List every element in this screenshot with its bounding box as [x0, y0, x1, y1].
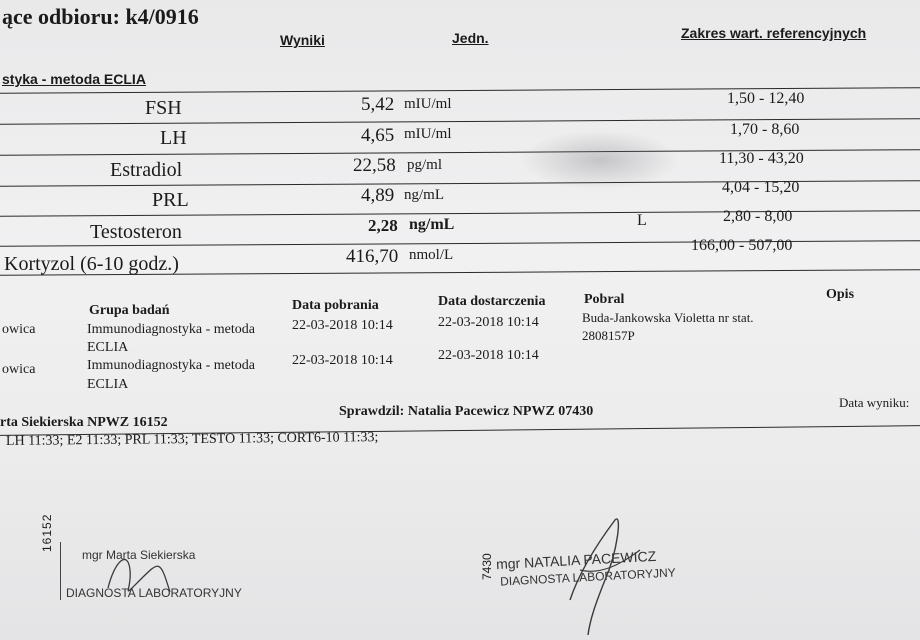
test-range: 11,30 - 43,20	[719, 150, 804, 167]
samples-header-description: Opis	[826, 287, 855, 302]
checked-by: Sprawdzil: Natalia Pacewicz NPWZ 07430	[339, 404, 594, 419]
test-value: 4,65	[361, 125, 395, 146]
sample-group-cont: ECLIA	[87, 377, 129, 392]
sample-group: Immunodiagnostyka - metoda	[87, 358, 255, 373]
test-value: 22,58	[353, 155, 396, 176]
performed-by: rta Siekierska NPWZ 16152	[0, 415, 168, 430]
test-range: 1,50 - 12,40	[727, 90, 805, 107]
test-name: Testosteron	[90, 221, 182, 243]
test-range: 166,00 - 507,00	[691, 237, 793, 254]
stamp-name: mgr NATALIA PACEWICZ	[495, 547, 657, 573]
sample-collected: 22-03-2018 10:14	[292, 353, 393, 368]
sample-collector: Buda-Jankowska Violetta nr stat.	[582, 310, 754, 325]
test-unit: ng/mL	[404, 187, 444, 203]
signature-scribble	[560, 510, 650, 640]
sample-delivered: 22-03-2018 10:14	[438, 315, 539, 330]
sample-place: owica	[2, 322, 36, 337]
stamp-title: DIAGNOSTA LABORATORYJNY	[66, 586, 242, 600]
test-unit: ng/mL	[409, 216, 455, 233]
col-header-unit: Jedn.	[452, 30, 489, 46]
test-value: 2,28	[368, 216, 398, 235]
report-title: ące odbioru: k4/0916	[2, 4, 199, 29]
test-range: 1,70 - 8,60	[730, 121, 800, 138]
stamp-number: 16152	[40, 513, 54, 552]
test-range: 2,80 - 8,00	[723, 208, 793, 225]
col-header-reference: Zakres wart. referencyjnych	[681, 25, 867, 41]
test-value: 5,42	[361, 94, 395, 115]
samples-header-collector: Pobral	[584, 292, 625, 307]
paper-shadow	[520, 130, 680, 190]
test-unit: mIU/ml	[404, 126, 452, 142]
result-flag: L	[637, 212, 647, 229]
sample-collector-id: 2808157P	[582, 328, 635, 343]
sample-delivered: 22-03-2018 10:14	[438, 348, 539, 363]
stamp-border	[60, 542, 61, 600]
test-value: 4,89	[361, 185, 395, 206]
samples-header-delivered: Data dostarczenia	[438, 294, 546, 309]
result-date-label: Data wyniku:	[839, 395, 910, 410]
test-unit: mIU/ml	[404, 96, 452, 112]
stamp-number: 7430	[480, 553, 494, 580]
test-name: Estradiol	[110, 159, 183, 181]
samples-header-group: Grupa badań	[89, 303, 170, 318]
stamp-name: mgr Marta Siekierska	[82, 548, 196, 562]
samples-header-collected: Data pobrania	[292, 298, 379, 313]
test-range: 4,04 - 15,20	[722, 179, 800, 196]
test-name: FSH	[145, 97, 182, 119]
test-value: 416,70	[346, 246, 399, 267]
test-name: LH	[160, 127, 187, 149]
analysis-times: LH 11:33; E2 11:33; PRL 11:33; TESTO 11:33; CORT6-10 11:33;	[5, 430, 379, 449]
signature-scribble	[100, 540, 180, 610]
test-name: PRL	[152, 189, 189, 211]
stamp-title: DIAGNOSTA LABORATORYJNY	[499, 565, 677, 589]
sample-collected: 22-03-2018 10:14	[292, 318, 393, 333]
sample-place: owica	[2, 362, 36, 377]
test-name: Kortyzol (6-10 godz.)	[4, 253, 179, 275]
section-title: styka - metoda ECLIA	[2, 71, 146, 87]
col-header-results: Wyniki	[280, 32, 325, 48]
sample-group-cont: ECLIA	[87, 340, 129, 355]
test-unit: nmol/L	[409, 247, 454, 263]
sample-group: Immunodiagnostyka - metoda	[87, 322, 255, 337]
test-unit: pg/ml	[407, 157, 443, 173]
